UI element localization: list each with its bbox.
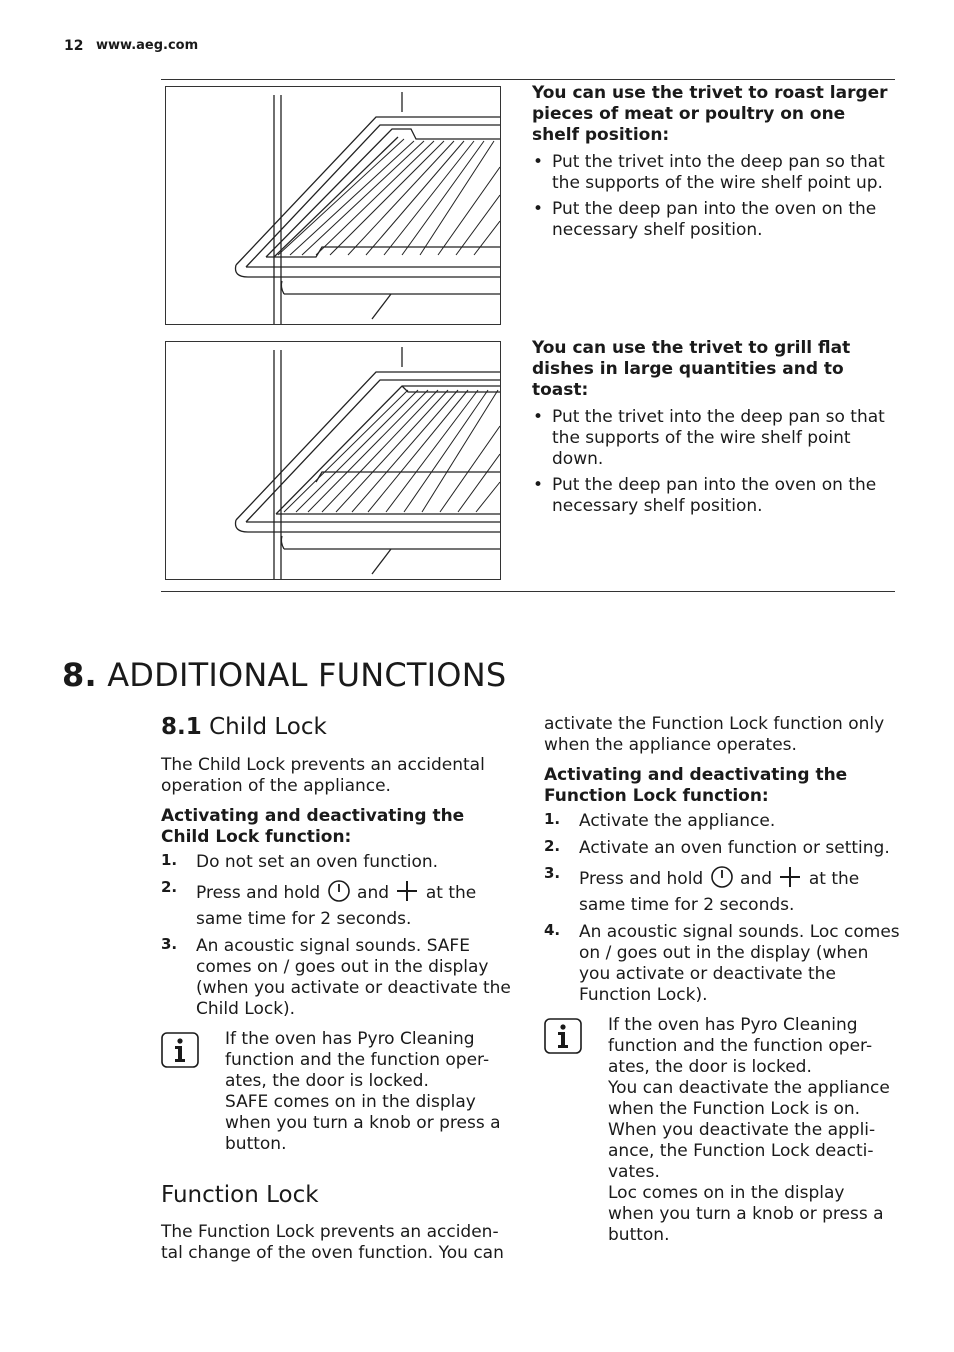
section-rule-top xyxy=(161,79,895,80)
trivet-roast-illustration xyxy=(165,86,501,325)
step-item: 2. Activate an oven function or setting. xyxy=(544,837,890,858)
function-lock-intro-part1: The Function Lock prevents an acciden- tal change of the oven function. You can xyxy=(161,1222,504,1263)
step-item: 2. Press and hold and at the same time for 2 seconds. xyxy=(161,878,477,929)
function-lock-info-note xyxy=(544,1015,904,1255)
child-lock-intro: The Child Lock prevents an accidental operation of the appliance. xyxy=(161,755,485,796)
child-lock-heading: 8.1 Child Lock xyxy=(161,714,327,740)
section-rule-bottom xyxy=(161,591,895,592)
trivet-roast-text xyxy=(532,83,894,246)
trivet-roast-bullets xyxy=(532,152,894,241)
function-lock-note-text: If the oven has Pyro Cleaning function and the function oper- ates, the door is locked. You can deactivate the appliance when the Function Lock is on. When you deactivate the appli- ance, the Function Lock deacti- vates. Loc comes on in the display when you turn a knob or press a button. xyxy=(608,1015,890,1245)
clock-icon xyxy=(710,865,734,895)
step-item: 1. Do not set an oven function. xyxy=(161,851,439,872)
trivet-grill-illustration xyxy=(165,341,501,580)
chapter-heading xyxy=(62,654,506,696)
trivet-grill-title: You can use the trivet to grill flat dishes in large quantities and to toast: xyxy=(532,338,851,400)
clock-icon xyxy=(327,879,351,909)
step-item: 4. An acoustic signal sounds. Loc comes on / goes out in the display (when you activate or deactivate the Function Lock). xyxy=(544,921,900,1005)
function-lock-steps xyxy=(544,811,904,1006)
website-url: www.aeg.com xyxy=(96,38,199,53)
bullet-item: • Put the trivet into the deep pan so that the supports of the wire shelf point down. xyxy=(533,407,885,469)
child-lock-steps xyxy=(161,852,511,1020)
child-lock-note-text: If the oven has Pyro Cleaning function and the function oper- ates, the door is locked. SAFE comes on in the display when you turn a knob or press a button. xyxy=(225,1029,501,1154)
step-item: 1. Activate the appliance. xyxy=(544,810,776,831)
info-icon xyxy=(161,1032,199,1072)
child-lock-section xyxy=(161,713,511,1026)
function-lock-subheading: Activating and deactivating the Function Lock function: xyxy=(544,765,848,806)
child-lock-info-note xyxy=(161,1029,511,1169)
info-icon xyxy=(544,1018,582,1058)
bullet-item: • Put the deep pan into the oven on the necessary shelf position. xyxy=(533,199,877,240)
chapter-number: 8. xyxy=(62,656,97,694)
function-lock-heading: Function Lock xyxy=(161,1182,319,1208)
bullet-item: • Put the deep pan into the oven on the necessary shelf position. xyxy=(533,475,877,516)
function-lock-section xyxy=(544,714,904,1012)
step-item: 3. Press and hold and at the same time for 2 seconds. xyxy=(544,864,860,915)
function-lock-intro-part2: activate the Function Lock function only when the appliance operates. xyxy=(544,714,885,755)
plus-icon xyxy=(778,865,802,895)
plus-icon xyxy=(395,879,419,909)
bullet-item: • Put the trivet into the deep pan so that the supports of the wire shelf point up. xyxy=(533,152,885,193)
step-item: 3. An acoustic signal sounds. SAFE comes on / goes out in the display (when you activate or deactivate the Child Lock). xyxy=(161,935,511,1019)
trivet-grill-bullets xyxy=(532,407,894,517)
child-lock-subheading: Activating and deactivating the Child Lock function: xyxy=(161,806,465,847)
trivet-roast-title: You can use the trivet to roast larger pieces of meat or poultry on one shelf position: xyxy=(532,83,888,145)
page-number: 12 xyxy=(64,38,84,54)
chapter-title: ADDITIONAL FUNCTIONS xyxy=(107,656,507,694)
trivet-grill-text xyxy=(532,338,894,522)
